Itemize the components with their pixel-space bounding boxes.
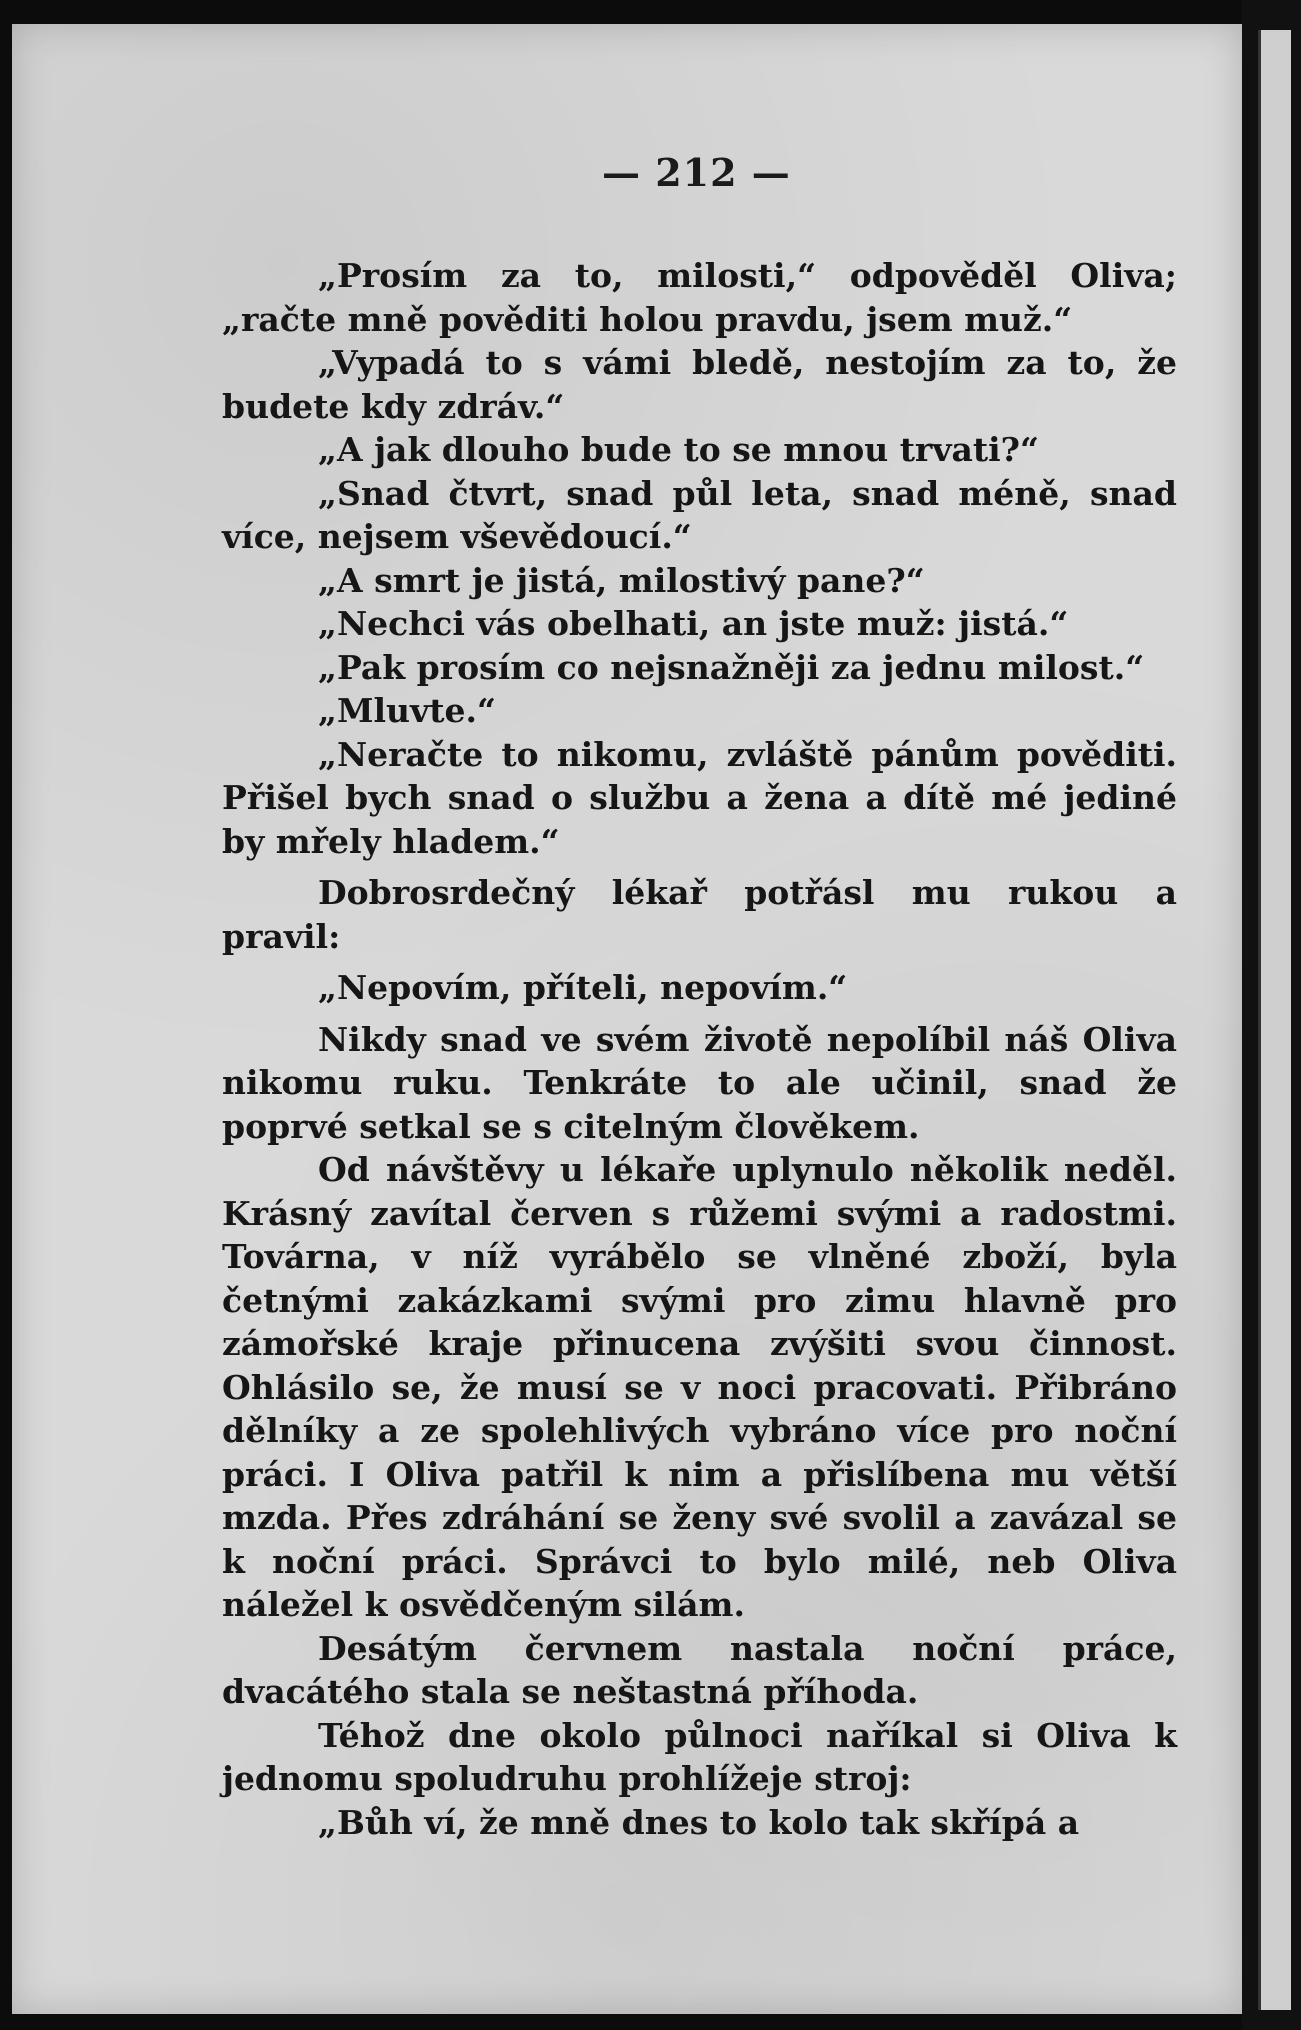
book-spine-edge <box>1242 0 1301 2030</box>
paragraph-3: „A jak dlouho bude to se mnou trvati?“ <box>318 430 1039 469</box>
paragraph-16: „Bůh ví, že mně dnes to kolo tak skřípá a <box>318 1802 1080 1842</box>
paragraph-1: „Prosím za to, milosti,“ odpověděl Oliva; „račte mně pověditi holou pravdu, jsem muž.“ <box>222 256 1177 339</box>
page-number: — 212 — <box>602 150 791 195</box>
paragraph-10: Dobrosrdečný lékař potřásl mu rukou a pravil: <box>222 873 1177 956</box>
paragraph-9: „Neračte to nikomu, zvláště pánům pověditi. Přišel bych snad o službu a žena a dítě mé jediné by mřely hladem.“ <box>222 734 1177 861</box>
adjacent-page-edge <box>1258 30 1291 2010</box>
paragraph-5: „A smrt je jistá, milostivý pane?“ <box>318 560 925 600</box>
page-text <box>222 254 1177 1844</box>
paragraph-2: „Vypadá to s vámi bledě, nestojím za to, že budete kdy zdráv.“ <box>222 343 1177 426</box>
paragraph-4: „Snad čtvrt, snad půl leta, snad méně, snad více, nejsem vševědoucí.“ <box>222 473 1177 556</box>
paragraph-8: „Mluvte.“ <box>318 691 496 730</box>
book-page <box>12 24 1242 2014</box>
paragraph-15: Téhož dne okolo půlnoci naříkal si Oliva k jednomu spoludruhu prohlížeje stroj: <box>222 1715 1177 1798</box>
paragraph-11: „Nepovím, příteli, nepovím.“ <box>318 968 848 1007</box>
paragraph-6: „Nechci vás obelhati, an jste muž: jistá.“ <box>318 604 1069 643</box>
paragraph-14: Desátým červnem nastala noční práce, dvacátého stala se neštastná příhoda. <box>222 1628 1177 1711</box>
paragraph-7: „Pak prosím co nejsnažněji za jednu milost.“ <box>318 647 1145 687</box>
paragraph-13: Od návštěvy u lékaře uplynulo několik neděl. Krásný zavítal červen s růžemi svými a radostmi. Továrna, v níž vyrábělo se vlněné zboží, byla četnými zakázkami svými pro zimu hlavně pro zámořské kraje přinucena zvýšiti svou činnost. Ohlásilo se, že musí se v noci pracovati. Přibráno dělníky a ze spolehlivých vybráno více pro noční práci. I Oliva patřil k nim a přislíbena mu větší mzda. Přes zdráhání se ženy své svolil a zavázal se k noční práci. Správci to bylo milé, neb Oliva náležel k osvědčeným silám. <box>222 1150 1177 1624</box>
paragraph-12: Nikdy snad ve svém životě nepolíbil náš Oliva nikomu ruku. Tenkráte to ale učinil, snad že poprvé setkal se s citelným člověkem. <box>222 1019 1177 1146</box>
